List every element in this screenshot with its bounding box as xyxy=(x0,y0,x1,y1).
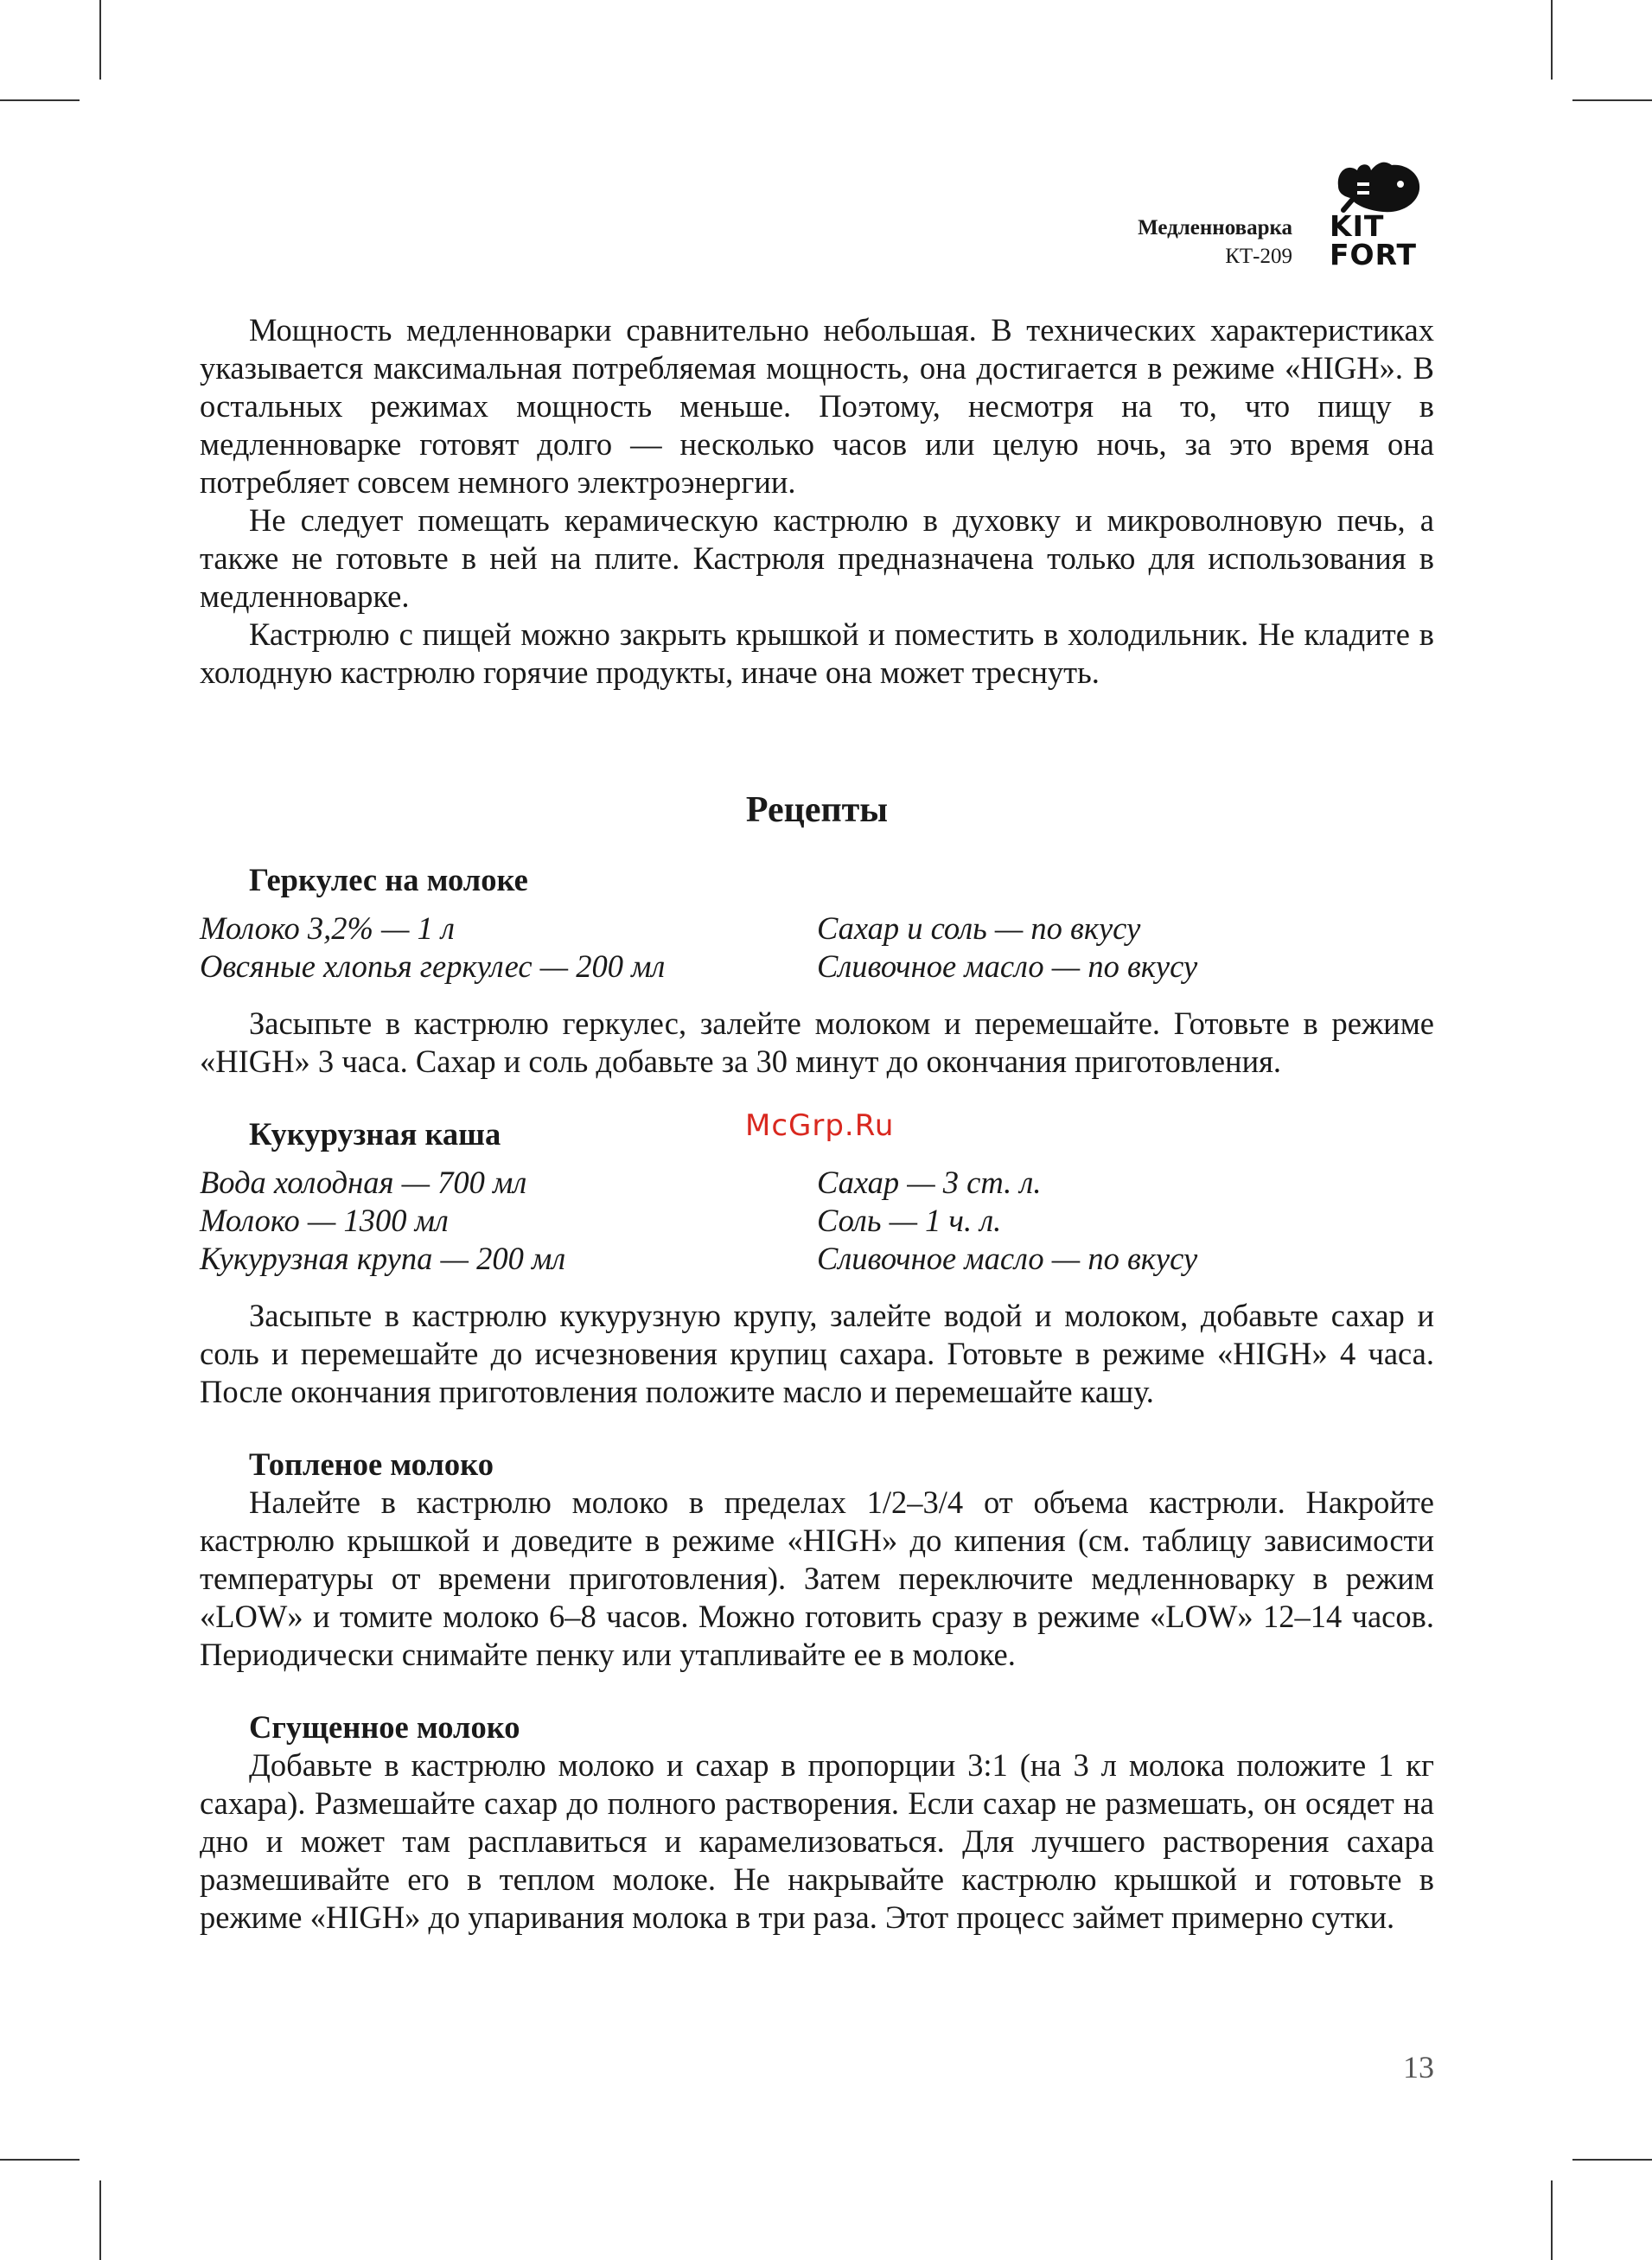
header-product: Медленноварка xyxy=(1138,216,1292,239)
logo-line-2: FORT xyxy=(1330,238,1418,271)
watermark-link[interactable]: McGrp.Ru xyxy=(745,1108,895,1143)
recipe-title: Сгущенное молоко xyxy=(249,1709,520,1745)
crop-mark-top-left xyxy=(99,0,101,80)
crop-mark-right-bottom xyxy=(1572,2159,1652,2161)
ingredient-item: Кукурузная крупа — 200 мл xyxy=(200,1241,566,1276)
header-text xyxy=(1138,214,1292,271)
ingredients-left xyxy=(200,910,817,986)
page-header xyxy=(1037,160,1435,281)
ingredient-item: Молоко — 1300 мл xyxy=(200,1203,449,1238)
crop-mark-right-top xyxy=(1572,99,1652,101)
intro-paragraph-1: Мощность медленноварки сравнительно небольшая. В технических характеристиках указывается максимальная потребляемая мощность, она достигается в режиме «HIGH». В остальных режимах мощность меньше. Поэтому, несмотря на то, что пищу в медленноварке готовят долго — несколько часов или целую ночь, за это время она потребляет совсем немного электроэнергии. xyxy=(200,312,1434,500)
section-title: Рецепты xyxy=(745,790,889,830)
crop-mark-left-top xyxy=(0,99,80,101)
ingredient-item: Соль — 1 ч. л. xyxy=(817,1203,1002,1238)
recipe-text: Засыпьте в кастрюлю кукурузную крупу, залейте водой и молоком, добавьте сахар и соль и перемешайте до исчезновения крупиц сахара. Готовьте в режиме «HIGH» 4 часа. После окончания приготовления положите масло и перемешайте кашу. xyxy=(200,1298,1434,1409)
recipe-text: Налейте в кастрюлю молоко в пределах 1/2–3/4 от объема кастрюли. Накройте кастрюлю крышкой и доведите в режиме «HIGH» до кипения (см. таблицу зависимости температуры от времени приготовления). Затем переключите медленноварку в режим «LOW» и томите молоко 6–8 часов. Можно готовить сразу в режиме «LOW» 12–14 часов. Периодически снимайте пенку или утапливайте ее в молоке. xyxy=(200,1484,1434,1672)
intro-paragraph-2: Не следует помещать керамическую кастрюлю в духовку и микроволновую печь, а также не готовьте в ней на плите. Кастрюля предназначена только для использования в медленноварке. xyxy=(200,502,1434,614)
ingredient-item: Вода холодная — 700 мл xyxy=(200,1165,527,1200)
ingredient-item: Сливочное масло — по вкусу xyxy=(817,1241,1198,1276)
crop-mark-bottom-left xyxy=(99,2180,101,2260)
page-number: 13 xyxy=(1403,2050,1434,2084)
kitfort-logo xyxy=(1323,160,1435,272)
crop-mark-top-right xyxy=(1551,0,1553,80)
logo-line-1: KIT xyxy=(1330,209,1385,243)
recipe-title: Геркулес на молоке xyxy=(249,862,528,897)
recipe-text: Добавьте в кастрюлю молоко и сахар в пропорции 3:1 (на 3 л молока положите 1 кг сахара). Размешайте сахар до полного растворения. Если сахар не размешать, он осядет на дно и может там расплавиться и карамелизоваться. Для лучшего растворения сахара размешивайте его в теплом молоке. Не накрывайте кастрюлю крышкой и готовьте в режиме «HIGH» до упаривания молока в три раза. Этот процесс займет примерно сутки. xyxy=(200,1747,1434,1935)
recipe-text: Засыпьте в кастрюлю геркулес, залейте молоком и перемешайте. Готовьте в режиме «HIGH» 3 часа. Сахар и соль добавьте за 30 минут до окончания приготовления. xyxy=(200,1006,1434,1079)
crop-mark-bottom-right xyxy=(1551,2180,1553,2260)
recipe-title: Топленое молоко xyxy=(249,1446,494,1482)
header-model: КТ-209 xyxy=(1225,245,1292,268)
crop-mark-left-bottom xyxy=(0,2159,80,2161)
ingredients-list xyxy=(200,910,1434,986)
ingredient-item: Сливочное масло — по вкусу xyxy=(817,948,1198,984)
logo-wordmark xyxy=(1330,209,1433,271)
recipe-title: Кукурузная каша xyxy=(249,1116,501,1152)
ingredients-list xyxy=(200,1164,1434,1278)
ingredient-item: Овсяные хлопья геркулес — 200 мл xyxy=(200,948,666,984)
ingredient-item: Молоко 3,2% — 1 л xyxy=(200,910,455,946)
ingredients-right xyxy=(817,910,1434,986)
intro-paragraph-3: Кастрюлю с пищей можно закрыть крышкой и поместить в холодильник. Не кладите в холодную кастрюлю горячие продукты, иначе она может треснуть. xyxy=(200,616,1434,690)
ingredient-item: Сахар и соль — по вкусу xyxy=(817,910,1141,946)
ingredient-item: Сахар — 3 ст. л. xyxy=(817,1165,1042,1200)
ingredients-left xyxy=(200,1164,817,1278)
ingredients-right xyxy=(817,1164,1434,1278)
